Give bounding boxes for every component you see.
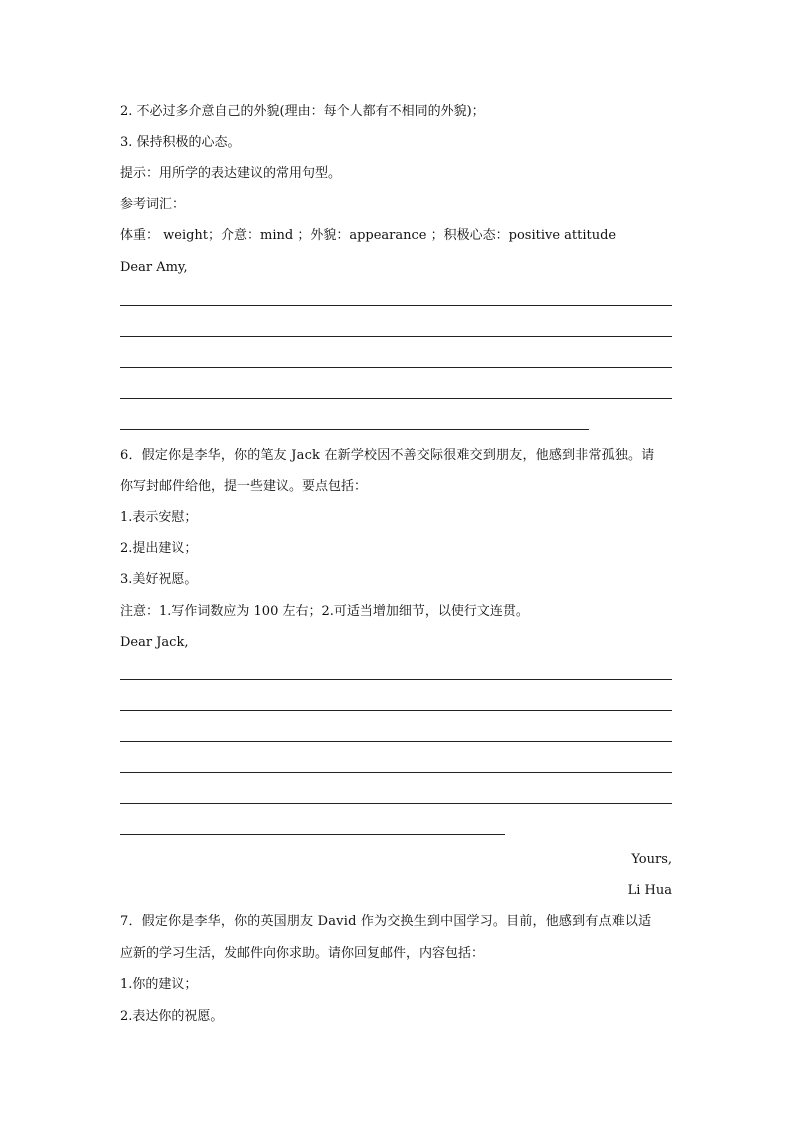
- question-6-note: 注意：1.写作词数应为 100 左右；2.可适当增加细节，以使行文连贯。: [120, 604, 529, 619]
- answer-line[interactable]: [120, 367, 672, 368]
- answer-line[interactable]: [120, 803, 672, 804]
- greeting-amy: Dear Amy,: [120, 260, 188, 275]
- question-6-item-3: 3.美好祝愿。: [120, 572, 198, 587]
- answer-line[interactable]: [120, 679, 672, 680]
- hint-text: 提示：用所学的表达建议的常用句型。: [120, 166, 342, 181]
- question-7-item-1: 1.你的建议；: [120, 977, 198, 992]
- question-6-line-1: 6．假定你是李华，你的笔友 Jack 在新学校因不善交际很难交到朋友，他感到非常孤独。请: [120, 448, 655, 463]
- greeting-jack: Dear Jack,: [120, 635, 189, 650]
- point-2: 2. 不必过多介意自己的外貌(理由：每个人都有不相同的外貌)；: [120, 104, 485, 119]
- closing-text: Yours,: [631, 852, 672, 867]
- vocab-title: 参考词汇：: [120, 197, 186, 212]
- vocab-list: 体重： weight；介意：mind ；外貌：appearance ；积极心态：positive attitude: [120, 228, 617, 243]
- question-6-line-2: 你写封邮件给他，提一些建议。要点包括：: [120, 479, 368, 494]
- question-6-item-1: 1.表示安慰；: [120, 510, 198, 525]
- answer-line[interactable]: [120, 305, 672, 306]
- answer-line[interactable]: [120, 741, 672, 742]
- answer-line[interactable]: [120, 336, 672, 337]
- signature-text: Li Hua: [627, 883, 672, 898]
- answer-line[interactable]: [120, 772, 672, 773]
- answer-line[interactable]: [120, 834, 505, 835]
- answer-line[interactable]: [120, 429, 589, 430]
- question-7-line-1: 7．假定你是李华，你的英国朋友 David 作为交换生到中国学习。目前，他感到有点难以适: [120, 914, 652, 929]
- question-7-item-2: 2.表达你的祝愿。: [120, 1009, 224, 1024]
- question-6-item-2: 2.提出建议；: [120, 541, 198, 556]
- answer-line[interactable]: [120, 710, 672, 711]
- question-7-line-2: 应新的学习生活，发邮件向你求助。请你回复邮件，内容包括：: [120, 946, 485, 961]
- answer-line[interactable]: [120, 398, 672, 399]
- point-3: 3. 保持积极的心态。: [120, 135, 241, 150]
